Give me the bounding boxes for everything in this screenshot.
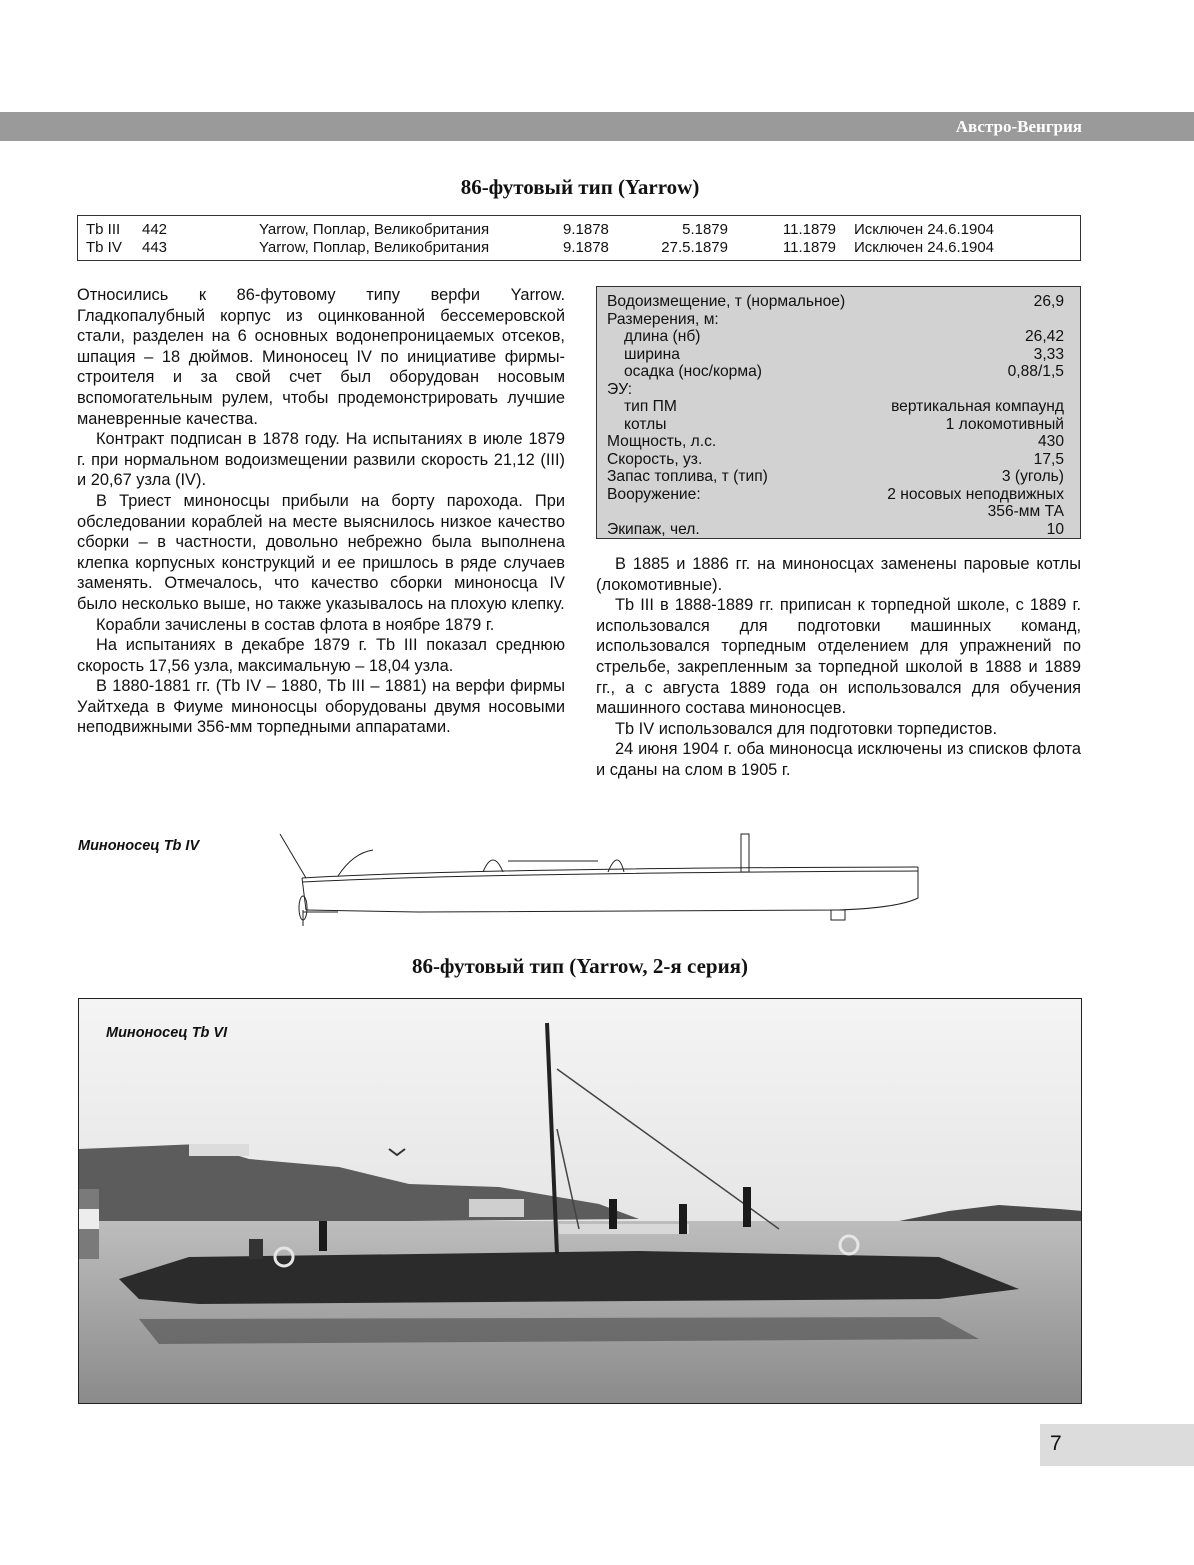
ship-fate: Исключен 24.6.1904 — [854, 221, 995, 238]
section-title-1: 86-футовый тип (Yarrow) — [460, 175, 700, 199]
header-bar — [0, 112, 1194, 141]
spec-value: 26,9 — [1033, 293, 1064, 310]
spec-row — [607, 363, 1064, 381]
spec-value: 430 — [1037, 433, 1064, 450]
sheer-line — [302, 871, 918, 882]
spec-value: 17,5 — [1033, 450, 1064, 468]
ship-launched: 27.5.1879 — [661, 239, 728, 256]
ship-table — [77, 215, 1081, 261]
crew-figure — [319, 1221, 327, 1251]
paragraph: Относились к 86-футовому типу верфи Yarrow. Гладкопалубный корпус из оцинкованной бессемеровской стали, разделен на 6 основных водонепроницаемых отсеков, шпация – 18 дюймов. Миноносец IV по инициативе фирмы-строителя и за свой счет был оборудован носовым вспомогательным рулем, чтобы продемонстрировать лучшие маневренные качества. — [77, 286, 565, 428]
paragraph: Контракт подписан в 1878 году. На испытаниях в июле 1879 г. при нормальном водоизмещении развили скорость 21,12 (III) и 20,67 узла (IV). — [77, 430, 565, 490]
spec-row — [607, 468, 1064, 486]
spec-row — [607, 433, 1064, 451]
ship-launched: 5.1879 — [682, 221, 728, 238]
fort — [469, 1199, 524, 1217]
spec-label: Водоизмещение, т (нормальное) — [607, 293, 846, 310]
paragraph: Tb III в 1888-1889 гг. приписан к торпедной школе, с 1889 г. использовался для подготовки машинных команд, использовался торпедным отделением для упражнений по стрельбе, закрепленным за торпедной школой в 1888 и 1889 гг., а с августа 1889 года он использовался для обучения машинного состава миноносцев. — [596, 596, 1081, 718]
ship-profile-drawing — [278, 828, 924, 932]
paragraph: В Триест миноносцы прибыли на борту парохода. При обследовании кораблей на месте выяснилось низкое качество сборки – в частности, довольно небрежно была выполнена клепка корпусных конструкций и ее пришлось в ряде случаев заменять. Отмечалось, что качество сборки миноносца IV было несколько выше, но также указывалось на плохую клепку. — [77, 491, 565, 613]
ship-photograph — [78, 998, 1082, 1404]
keel-box — [831, 910, 845, 920]
spec-value: вертикальная компаунд — [891, 398, 1064, 415]
funnel — [741, 834, 749, 872]
paragraph: Tb IV использовался для подготовки торпедистов. — [615, 719, 998, 738]
spec-value: 3 (уголь) — [1001, 468, 1064, 485]
running-header: Австро-Венгрия — [955, 117, 1082, 136]
spec-row — [607, 346, 1064, 364]
spec-row — [607, 486, 1064, 504]
crew-figure — [743, 1187, 751, 1227]
ship-number: 442 — [142, 221, 168, 238]
ship-number: 443 — [142, 239, 168, 256]
stern-line — [302, 878, 306, 910]
photo-caption: Миноносец Tb VI — [106, 1025, 228, 1041]
spec-value: 356-мм ТА — [987, 503, 1064, 520]
spec-label: осадка (нос/корма) — [624, 363, 762, 380]
specifications-box — [596, 286, 1081, 539]
spec-label: Скорость, уз. — [607, 450, 703, 468]
spec-label: котлы — [624, 415, 667, 433]
spec-value: 2 носовых неподвижных — [887, 485, 1064, 503]
flag-stripe — [79, 1209, 99, 1229]
spec-row — [607, 328, 1064, 346]
crew-figure — [679, 1204, 687, 1234]
spec-row — [607, 398, 1064, 416]
section-title-2: 86-футовый тип (Yarrow, 2-я серия) — [411, 954, 749, 978]
bow-staff — [280, 834, 306, 878]
ship-commissioned: 11.1879 — [782, 239, 836, 256]
spec-label: ЭУ: — [607, 380, 633, 398]
spec-label: тип ПМ — [624, 398, 677, 415]
crew-figure — [609, 1199, 617, 1229]
conning-hump — [483, 860, 503, 872]
table-row — [78, 221, 1080, 239]
spec-row — [607, 521, 1064, 539]
spec-value: 10 — [1046, 520, 1064, 538]
table-row — [78, 239, 1080, 257]
page-number: 7 — [1050, 1432, 1062, 1455]
deck-gear — [249, 1239, 263, 1259]
spec-value: 1 локомотивный — [945, 415, 1064, 433]
cowl-vent — [608, 860, 624, 872]
spec-label: ширина — [624, 345, 680, 363]
spec-value: 0,88/1,5 — [1007, 363, 1064, 380]
spec-value: 3,33 — [1033, 345, 1064, 363]
paragraph: Корабли зачислены в состав флота в ноябре 1879 г. — [96, 615, 495, 634]
spec-label: Мощность, л.с. — [607, 433, 717, 450]
paragraph: На испытаниях в декабре 1879 г. Tb III показал среднюю скорость 17,56 узла, максимальную – 18,04 узла. — [77, 636, 565, 675]
spec-row — [607, 311, 1064, 329]
ship-commissioned: 11.1879 — [782, 221, 836, 238]
spec-row — [607, 381, 1064, 399]
spec-label: Экипаж, чел. — [607, 520, 700, 538]
cliff — [189, 1144, 249, 1156]
page-number-box — [1040, 1424, 1194, 1466]
right-column-text — [596, 554, 1081, 781]
spec-row — [607, 451, 1064, 469]
spec-value: 26,42 — [1024, 328, 1064, 345]
turtleback — [338, 850, 373, 876]
ship-yard: Yarrow, Поплар, Великобритания — [259, 221, 490, 238]
ship-laid-down: 9.1878 — [563, 239, 609, 256]
left-column-text — [77, 285, 565, 738]
spec-row — [607, 293, 1064, 311]
water — [79, 1221, 1082, 1404]
paragraph: В 1880-1881 гг. (Tb IV – 1880, Tb III – 1881) на верфи фирмы Уайтхеда в Фиуме миноносцы оборудованы двумя носовыми неподвижными 356-мм торпедными аппаратами. — [77, 677, 565, 737]
spec-row — [607, 416, 1064, 434]
ship-name: Tb IV — [86, 239, 122, 256]
spec-label: Запас топлива, т (тип) — [607, 468, 768, 485]
photo-svg — [79, 999, 1082, 1404]
ship-fate: Исключен 24.6.1904 — [854, 239, 995, 256]
ship-laid-down: 9.1878 — [563, 221, 609, 238]
ship-name: Tb III — [86, 221, 121, 238]
drawing-caption: Миноносец Tb IV — [78, 838, 200, 854]
spec-row — [607, 503, 1064, 521]
ship-yard: Yarrow, Поплар, Великобритания — [259, 239, 490, 256]
spec-label: Вооружение: — [607, 485, 701, 503]
spec-label: Размерения, м: — [607, 310, 719, 328]
ship-profile-svg — [278, 828, 924, 932]
paragraph: 24 июня 1904 г. оба миноносца исключены из списков флота и сданы на слом в 1905 г. — [596, 740, 1081, 779]
paragraph: В 1885 и 1886 гг. на миноносцах заменены паровые котлы (локомотивные). — [596, 555, 1081, 594]
spec-label: длина (нб) — [624, 328, 701, 345]
